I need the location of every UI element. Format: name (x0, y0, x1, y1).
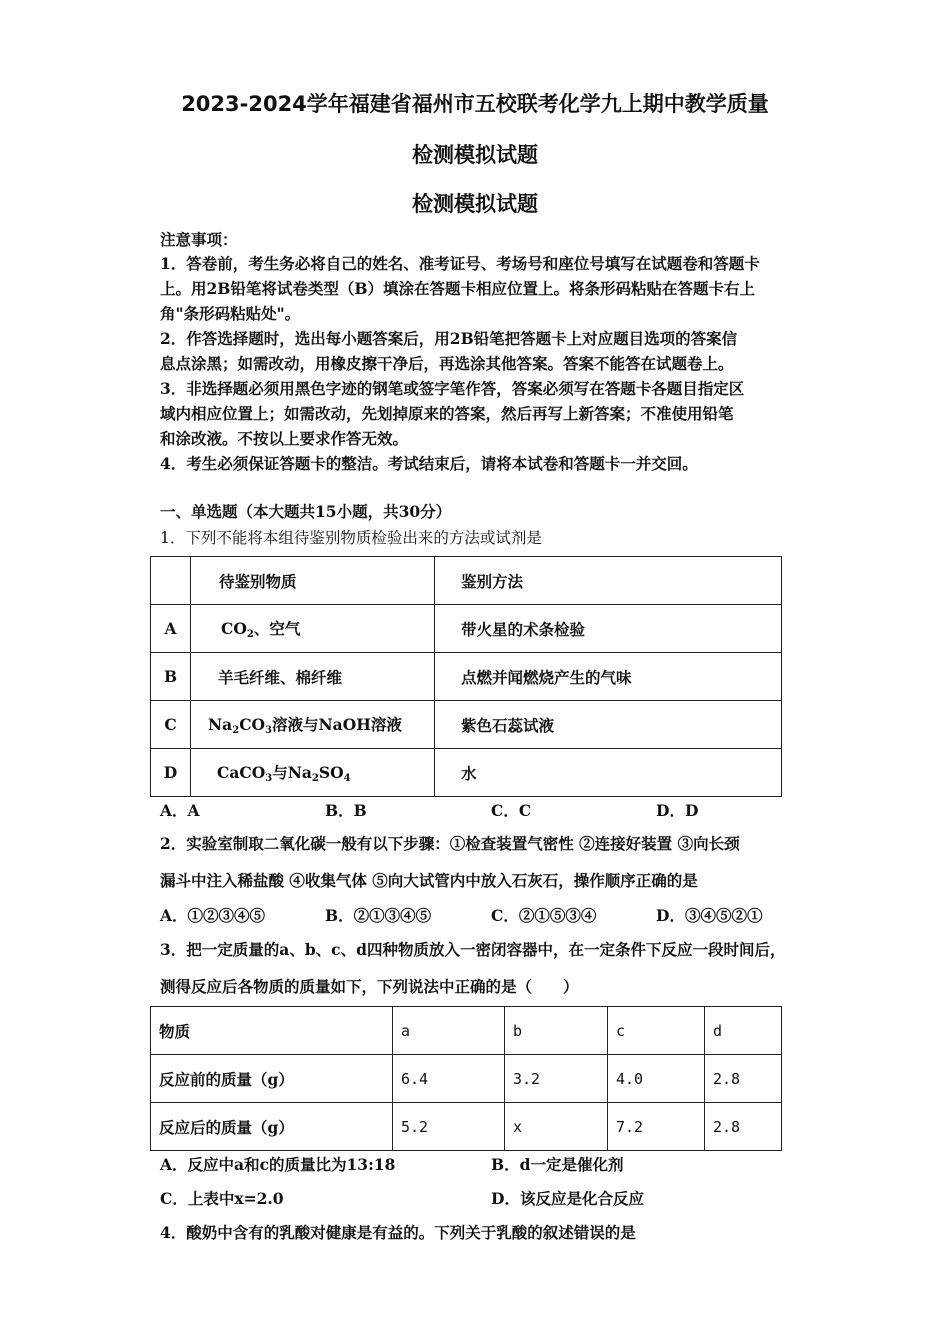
question-2-stem: 2．实验室制取二氧化碳一般有以下步骤：①检查装置气密性 ②连接好装置 ③向长颈 (160, 834, 740, 853)
notice-line: 上。用2B铅笔将试卷类型（B）填涂在答题卡相应位置上。将条形码粘贴在答题卡右上 (160, 279, 755, 298)
page-title-line3: 检测模拟试题 (412, 192, 538, 216)
row-label: B (151, 653, 191, 701)
table-cell: 4.0 (608, 1055, 705, 1103)
table-cell: x (505, 1103, 608, 1151)
option-c[interactable]: C．C (491, 801, 532, 820)
section-heading: 一、单选题（本大题共15小题，共30分） (160, 502, 452, 521)
option-b[interactable]: B．B (325, 801, 367, 820)
method-cell: 带火星的术条检验 (435, 605, 782, 653)
option-c[interactable]: C．上表中x=2.0 (160, 1189, 284, 1208)
table-header-row (151, 1007, 782, 1055)
option-d[interactable]: D．③④⑤②① (656, 906, 763, 925)
option-b[interactable]: B．d一定是催化剂 (491, 1155, 624, 1174)
table-cell: 3.2 (505, 1055, 608, 1103)
option-a[interactable]: A．①②③④⑤ (160, 906, 266, 925)
table-cell: 反应后的质量（g） (151, 1103, 393, 1151)
question-2-stem: 漏斗中注入稀盐酸 ④收集气体 ⑤向大试管内中放入石灰石，操作顺序正确的是 (160, 871, 698, 890)
question-3-stem: 测得反应后各物质的质量如下，下列说法中正确的是（ ） (160, 977, 579, 996)
question-1-stem: 1．下列不能将本组待鉴别物质检验出来的方法或试剂是 (160, 529, 542, 547)
option-d[interactable]: D．D (656, 801, 699, 820)
substances-cell: 羊毛纤维、棉纤维 (191, 653, 435, 701)
page-title-line2: 检测模拟试题 (412, 143, 538, 167)
page-title-line1: 2023-2024学年福建省福州市五校联考化学九上期中教学质量 (181, 92, 769, 116)
table-row (151, 605, 782, 653)
notice-line: 2．作答选择题时，选出每小题答案后，用2B铅笔把答题卡上对应题目选项的答案信 (160, 329, 738, 348)
question-4-stem: 4．酸奶中含有的乳酸对健康是有益的。下列关于乳酸的叙述错误的是 (160, 1223, 636, 1242)
notice-line: 3．非选择题必须用黑色字迹的钢笔或签字笔作答，答案必须写在答题卡各题目指定区 (160, 379, 745, 398)
option-b[interactable]: B．②①③④⑤ (325, 906, 432, 925)
table-row (151, 749, 782, 797)
table-cell: 2.8 (705, 1103, 782, 1151)
question-3-table (150, 1006, 782, 1151)
notice-heading: 注意事项： (160, 230, 238, 249)
option-c[interactable]: C．②①⑤③④ (491, 906, 597, 925)
notice-line: 息点涂黑；如需改动，用橡皮擦干净后，再选涂其他答案。答案不能答在试题卷上。 (160, 354, 734, 373)
notice-line: 4．考生必须保证答题卡的整洁。考试结束后，请将本试卷和答题卡一并交回。 (160, 454, 698, 473)
table-cell: 6.4 (393, 1055, 505, 1103)
table-header-cell: d (705, 1007, 782, 1055)
table-row (151, 701, 782, 749)
table-header-cell: c (608, 1007, 705, 1055)
notice-line: 和涂改液。不按以上要求作答无效。 (160, 429, 409, 448)
table-cell: 7.2 (608, 1103, 705, 1151)
table-header-cell: a (393, 1007, 505, 1055)
option-a[interactable]: A．反应中a和c的质量比为13:18 (160, 1155, 396, 1174)
substances-cell: CaCO$_3$与$Na_2SO_4$ (191, 749, 435, 797)
method-cell: 紫色石蕊试液 (435, 701, 782, 749)
table-cell: 2.8 (705, 1055, 782, 1103)
notice-line: 域内相应位置上；如需改动，先划掉原来的答案，然后再写上新答案；不准使用铅笔 (160, 404, 734, 423)
table-cell (151, 557, 191, 605)
table-row (151, 1103, 782, 1151)
row-label: C (151, 701, 191, 749)
table-header-row (151, 557, 782, 605)
method-cell: 点燃并闻燃烧产生的气味 (435, 653, 782, 701)
table-cell: 反应前的质量（g） (151, 1055, 393, 1103)
row-label: A (151, 605, 191, 653)
method-cell: 水 (435, 749, 782, 797)
row-label: D (151, 749, 191, 797)
table-header-cell: b (505, 1007, 608, 1055)
table-cell: 5.2 (393, 1103, 505, 1151)
table-row (151, 1055, 782, 1103)
table-header-cell: 待鉴别物质 (191, 557, 435, 605)
substances-cell: $CO_2$、空气 (191, 605, 435, 653)
table-header-cell: 物质 (151, 1007, 393, 1055)
table-row (151, 653, 782, 701)
question-1-table (150, 556, 782, 797)
notice-line: 1．答卷前，考生务必将自己的姓名、准考证号、考场号和座位号填写在试题卷和答题卡 (160, 254, 760, 273)
table-header-cell: 鉴别方法 (435, 557, 782, 605)
question-3-stem: 3．把一定质量的a、b、c、d四种物质放入一密闭容器中，在一定条件下反应一段时间后， (160, 940, 786, 959)
substances-cell: $Na_2CO_3$溶液与NaOH溶液 (191, 701, 435, 749)
notice-line: 角"条形码粘贴处"。 (160, 304, 301, 323)
option-a[interactable]: A．A (160, 801, 200, 820)
option-d[interactable]: D．该反应是化合反应 (491, 1189, 644, 1208)
